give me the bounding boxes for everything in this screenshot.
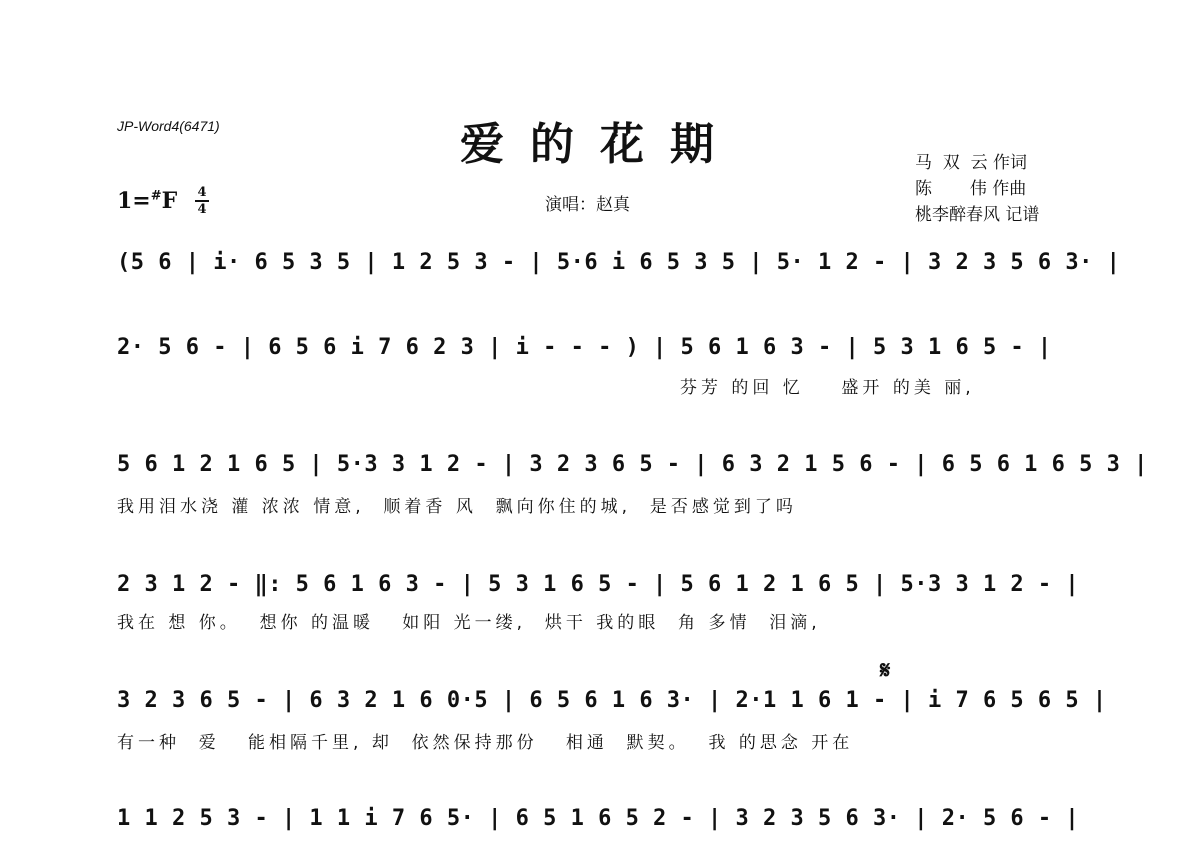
notation-line-6: 1 1 2 5 3 - | 1 1 i 7 6 5· | 6 5 1 6 5 2 - | 3 2 3 5 6 3· | 2· 5 6 - | (117, 806, 1080, 831)
singer-credit: 演唱：赵真 (545, 195, 630, 215)
sharp-sign: # (150, 188, 162, 204)
song-title: 爱的花期 (460, 119, 740, 170)
transcriber-credit: 桃李醉春风 记谱 (915, 205, 1040, 225)
credits-block (915, 150, 1039, 228)
composer-credit: 陈 伟 作曲 (915, 179, 1027, 199)
source-label: JP-Word4(6471) (117, 118, 220, 134)
segno-sign: 𝄋 (880, 655, 891, 684)
lyrics-line-3: 我用泪水浇 灌 浓浓 情意, 顺着香 风 飘向你住的城, 是否感觉到了吗 (117, 497, 797, 517)
time-denominator: 4 (197, 202, 207, 217)
notation-line-4: 2 3 1 2 - ‖: 5 6 1 6 3 - | 5 3 1 6 5 - | 5 6 1 2 1 6 5 | 5·3 3 1 2 - | (117, 572, 1080, 597)
notation-line-2: 2· 5 6 - | 6 5 6 i 7 6 2 3 | i - - - ) | 5 6 1 6 3 - | 5 3 1 6 5 - | (117, 335, 1052, 360)
lyrics-line-5: 有一种 爱 能相隔千里, 却 依然保持那份 相通 默契。 我 的思念 开在 (117, 733, 854, 753)
key-signature (117, 188, 177, 214)
key-note: F (161, 188, 178, 214)
notation-line-1: (5 6 | i· 6 5 3 5 | 1 2 5 3 - | 5·6 i 6 5 3 5 | 5· 1 2 - | 3 2 3 5 6 3· | (117, 250, 1121, 275)
lyricist-credit: 马 双 云 作词 (915, 153, 1028, 173)
notation-line-5: 3 2 3 6 5 - | 6 3 2 1 6 0·5 | 6 5 6 1 6 3· | 2·1 1 6 1 - | i 7 6 5 6 5 | (117, 688, 1107, 713)
lyrics-line-2: 芬芳 的回 忆 盛开 的美 丽, (680, 378, 975, 398)
key-prefix: 1= (117, 188, 151, 214)
time-numerator: 4 (197, 185, 207, 200)
notation-line-3: 5 6 1 2 1 6 5 | 5·3 3 1 2 - | 3 2 3 6 5 - | 6 3 2 1 5 6 - | 6 5 6 1 6 5 3 | (117, 452, 1148, 477)
lyrics-line-4: 我在 想 你。 想你 的温暖 如阳 光一缕, 烘干 我的眼 角 多情 泪滴, (117, 613, 821, 633)
time-signature (195, 186, 209, 216)
